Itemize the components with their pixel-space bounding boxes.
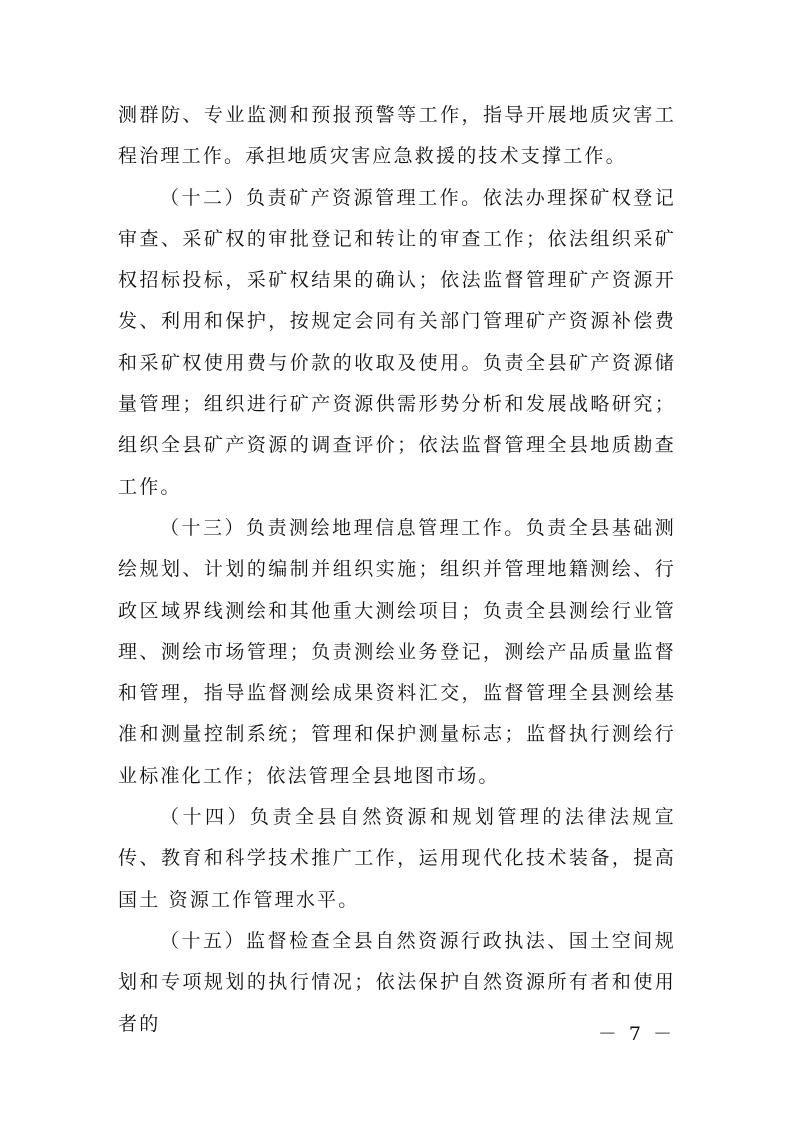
document-body — [118, 95, 676, 1045]
paragraph-item-12: （十二）负责矿产资源管理工作。依法办理探矿权登记审查、采矿权的审批登记和转让的审查工作；依法组织采矿权招标投标，采矿权结果的确认；依法监督管理矿产资源开发、利用和保护，按规定会同有关部门管理矿产资源补偿费和采矿权使用费与价款的收取及使用。负责全县矿产资源储量管理；组织进行矿产资源供需形势分析和发展战略研究；组织全县矿产资源的调查评价；依法监督管理全县地质勘查工作。 — [118, 186, 676, 498]
paragraph-continuation: 测群防、专业监测和预报预警等工作，指导开展地质灾害工程治理工作。承担地质灾害应急救援的技术支撑工作。 — [118, 104, 676, 168]
paragraph-item-13: （十三）负责测绘地理信息管理工作。负责全县基础测绘规划、计划的编制并组织实施；组织并管理地籍测绘、行政区域界线测绘和其他重大测绘项目；负责全县测绘行业管理、测绘市场管理；负责测绘业务登记，测绘产品质量监督和管理，指导监督测绘成果资料汇交，监督管理全县测绘基准和测量控制系统；管理和保护测量标志；监督执行测绘行业标准化工作；依法管理全县地图市场。 — [118, 516, 676, 787]
paragraph-item-15: （十五）监督检查全县自然资源行政执法、国土空间规划和专项规划的执行情况；依法保护自然资源所有者和使用者的 — [118, 929, 676, 1035]
page-number: － 7 － — [597, 1023, 675, 1045]
paragraph-item-14: （十四）负责全县自然资源和规划管理的法律法规宣传、教育和科学技术推广工作，运用现代化技术装备，提高国土 资源工作管理水平。 — [118, 806, 676, 911]
